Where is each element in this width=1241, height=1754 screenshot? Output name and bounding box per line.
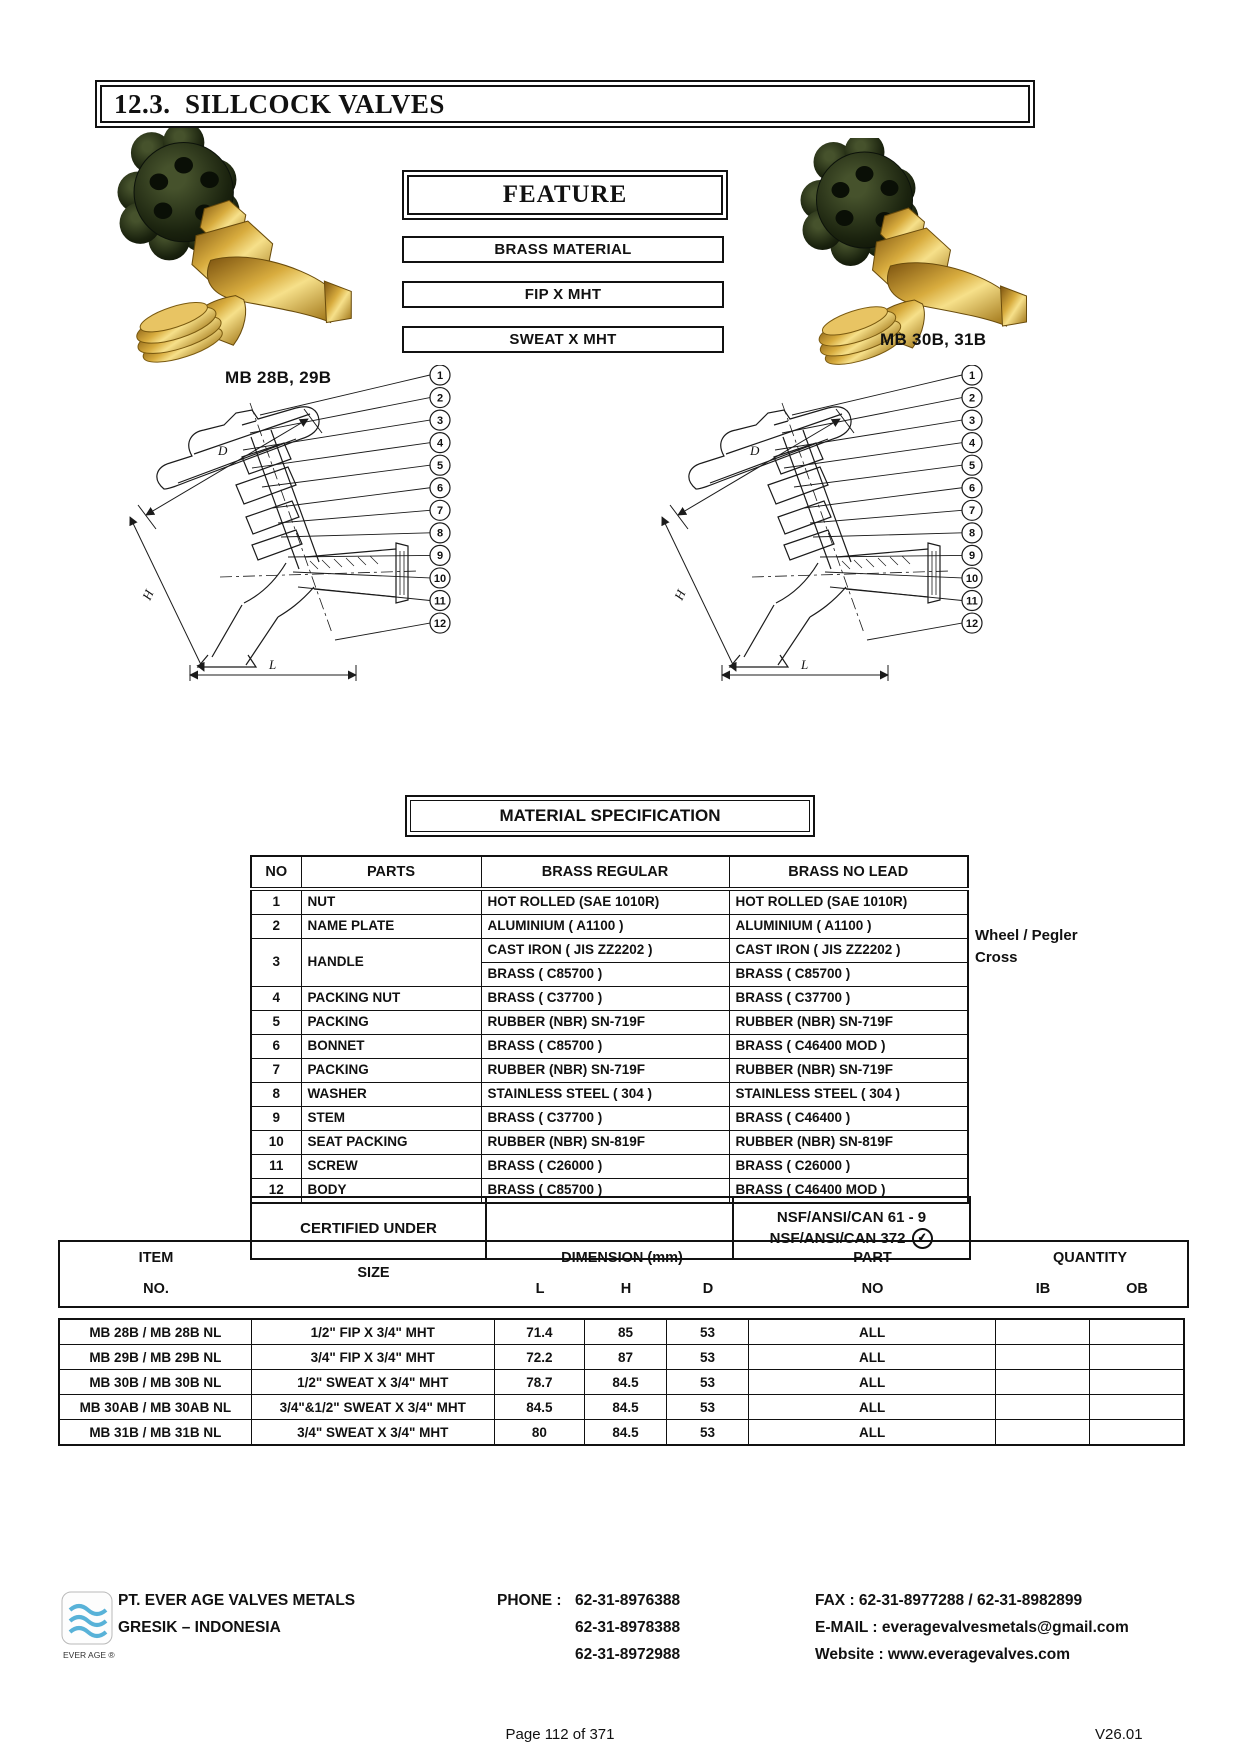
callout-number-10: 10 <box>965 572 979 585</box>
certified-check-icon: ✔ <box>911 1227 935 1251</box>
size-row <box>59 1370 1184 1395</box>
callout-number-7: 7 <box>968 505 976 518</box>
cell-no-lead: HOT ROLLED (SAE 1010R) <box>729 889 968 915</box>
size-cell-part: ALL <box>749 1345 996 1370</box>
size-row <box>59 1395 1184 1420</box>
size-cell-d: 53 <box>667 1319 749 1345</box>
size-cell-ob <box>1090 1420 1184 1446</box>
callout-number-3: 3 <box>968 414 976 427</box>
size-cell-ob <box>1090 1395 1184 1420</box>
cell-no-lead: CAST IRON ( JIS ZZ2202 ) <box>729 939 968 963</box>
size-cell-item: MB 30B / MB 30B NL <box>59 1370 251 1395</box>
col-part: PART <box>853 1250 892 1266</box>
material-row <box>251 987 968 1011</box>
company-location: GRESIK – INDONESIA <box>118 1619 281 1636</box>
size-table-header <box>58 1240 1189 1308</box>
phone-1: 62-31-8976388 <box>575 1592 681 1609</box>
cell-part: SCREW <box>301 1155 481 1179</box>
cell-no: 6 <box>251 1035 301 1059</box>
col-quantity: QUANTITY <box>1052 1250 1128 1266</box>
size-row <box>59 1420 1184 1446</box>
cell-part: BODY <box>301 1179 481 1204</box>
size-cell-h: 84.5 <box>584 1395 666 1420</box>
material-row <box>251 1083 968 1107</box>
callout-number-6: 6 <box>968 482 976 495</box>
size-cell-size: 3/4"&1/2" SWEAT X 3/4" MHT <box>251 1395 494 1420</box>
callout-number-10: 10 <box>433 572 447 585</box>
cell-part: PACKING <box>301 1011 481 1035</box>
col-ob: OB <box>1126 1281 1148 1297</box>
callout-number-4: 4 <box>436 437 444 450</box>
dim-label-l: L <box>269 657 277 672</box>
cell-no-lead: RUBBER (NBR) SN-819F <box>729 1131 968 1155</box>
size-cell-item: MB 30AB / MB 30AB NL <box>59 1395 251 1420</box>
size-cell-part: ALL <box>749 1420 996 1446</box>
certified-under-label: CERTIFIED UNDER <box>300 1219 437 1237</box>
size-cell-ib <box>996 1345 1090 1370</box>
header-no: NO <box>251 856 301 889</box>
callout-number-8: 8 <box>968 527 976 540</box>
material-spec-header-row <box>251 856 968 889</box>
callout-number-9: 9 <box>968 550 976 563</box>
dim-label-d: D <box>218 443 228 458</box>
size-cell-part: ALL <box>749 1370 996 1395</box>
phone-label: PHONE : <box>497 1592 562 1609</box>
cell-no: 8 <box>251 1083 301 1107</box>
callout-number-12: 12 <box>965 617 979 630</box>
cell-no-lead: BRASS ( C46400 MOD ) <box>729 1035 968 1059</box>
cell-no: 12 <box>251 1179 301 1204</box>
size-cell-ib <box>996 1395 1090 1420</box>
callout-number-1: 1 <box>436 369 444 382</box>
material-row <box>251 1035 968 1059</box>
product-label-right: MB 30B, 31B <box>880 330 987 349</box>
dim-label-l: L <box>801 657 809 672</box>
material-row <box>251 889 968 915</box>
dim-label-h: H <box>671 587 689 603</box>
cell-part: BONNET <box>301 1035 481 1059</box>
size-cell-ob <box>1090 1319 1184 1345</box>
cell-no-lead: ALUMINIUM ( A1100 ) <box>729 915 968 939</box>
cell-regular: BRASS ( C85700 ) <box>481 963 729 987</box>
certified-line-1: NSF/ANSI/CAN 61 - 9 <box>776 1209 927 1226</box>
cell-regular: HOT ROLLED (SAE 1010R) <box>481 889 729 915</box>
cell-part: SEAT PACKING <box>301 1131 481 1155</box>
callout-number-3: 3 <box>436 414 444 427</box>
feature-title-inner <box>407 175 723 215</box>
cell-no: 4 <box>251 987 301 1011</box>
col-l: L <box>535 1281 545 1297</box>
size-row <box>59 1319 1184 1345</box>
callout-number-5: 5 <box>968 460 976 472</box>
cell-regular: BRASS ( C26000 ) <box>481 1155 729 1179</box>
phone-2: 62-31-8978388 <box>575 1619 681 1636</box>
size-cell-h: 84.5 <box>584 1370 666 1395</box>
cell-no: 9 <box>251 1107 301 1131</box>
product-label-left: MB 28B, 29B <box>225 368 332 387</box>
certified-line-2: NSF/ANSI/CAN 372 <box>769 1230 906 1247</box>
material-row <box>251 1011 968 1035</box>
feature-item-2: SWEAT X MHT <box>402 326 724 353</box>
size-cell-d: 53 <box>667 1420 749 1446</box>
cell-regular: BRASS ( C85700 ) <box>481 1179 729 1204</box>
cell-no: 11 <box>251 1155 301 1179</box>
version-label: V26.01 <box>1095 1726 1143 1743</box>
cell-part: WASHER <box>301 1083 481 1107</box>
size-cell-part: ALL <box>749 1319 996 1345</box>
size-cell-ob <box>1090 1345 1184 1370</box>
cell-no-lead: RUBBER (NBR) SN-719F <box>729 1059 968 1083</box>
cell-no-lead: BRASS ( C37700 ) <box>729 987 968 1011</box>
material-spec-table <box>250 855 969 1204</box>
valve-diagram-left <box>100 365 460 695</box>
cell-no: 7 <box>251 1059 301 1083</box>
cell-regular: ALUMINIUM ( A1100 ) <box>481 915 729 939</box>
company-name: PT. EVER AGE VALVES METALS <box>118 1592 356 1609</box>
material-row <box>251 1107 968 1131</box>
size-cell-l: 84.5 <box>494 1395 584 1420</box>
cell-regular: BRASS ( C37700 ) <box>481 1107 729 1131</box>
callout-number-5: 5 <box>436 460 444 472</box>
col-size: SIZE <box>357 1265 390 1281</box>
company-logo <box>60 1590 116 1666</box>
size-cell-h: 84.5 <box>584 1420 666 1446</box>
feature-title: FEATURE <box>502 181 628 208</box>
size-cell-item: MB 29B / MB 29B NL <box>59 1345 251 1370</box>
size-cell-h: 87 <box>584 1345 666 1370</box>
cell-no-lead: BRASS ( C26000 ) <box>729 1155 968 1179</box>
side-note-line1: Wheel / Pegler <box>975 927 1078 944</box>
callout-number-8: 8 <box>436 527 444 540</box>
size-cell-size: 3/4" SWEAT X 3/4" MHT <box>251 1420 494 1446</box>
cell-part: NUT <box>301 889 481 915</box>
callout-number-12: 12 <box>433 617 447 630</box>
callout-number-2: 2 <box>968 392 976 405</box>
page-number: Page 112 of 371 <box>505 1726 615 1743</box>
material-row <box>251 1155 968 1179</box>
header-brass-no-lead: BRASS NO LEAD <box>729 856 968 889</box>
col-d: D <box>702 1281 714 1297</box>
handle-side-note <box>975 925 1078 969</box>
size-cell-d: 53 <box>667 1345 749 1370</box>
callout-number-6: 6 <box>436 482 444 495</box>
size-cell-l: 80 <box>494 1420 584 1446</box>
cell-no-lead: BRASS ( C85700 ) <box>729 963 968 987</box>
email-line: E-MAIL : everagevalvesmetals@gmail.com <box>815 1619 1129 1636</box>
header-brass-regular: BRASS REGULAR <box>481 856 729 889</box>
cell-part: NAME PLATE <box>301 915 481 939</box>
header-parts: PARTS <box>301 856 481 889</box>
section-title-inner-box <box>100 85 1030 123</box>
size-cell-ib <box>996 1420 1090 1446</box>
material-row <box>251 1059 968 1083</box>
callout-number-1: 1 <box>968 369 976 382</box>
feature-item-0: BRASS MATERIAL <box>402 236 724 263</box>
cell-no: 3 <box>251 939 301 987</box>
cell-no: 5 <box>251 1011 301 1035</box>
size-cell-ob <box>1090 1370 1184 1395</box>
size-cell-size: 1/2" FIP X 3/4" MHT <box>251 1319 494 1345</box>
valve-diagram-right <box>632 365 992 695</box>
size-cell-l: 71.4 <box>494 1319 584 1345</box>
cell-no-lead: STAINLESS STEEL ( 304 ) <box>729 1083 968 1107</box>
cell-regular: STAINLESS STEEL ( 304 ) <box>481 1083 729 1107</box>
page-title: 12.3. SILLCOCK VALVES <box>114 88 445 119</box>
size-cell-l: 72.2 <box>494 1345 584 1370</box>
feature-title-box <box>402 170 728 220</box>
dim-label-h: H <box>139 587 157 603</box>
cell-part: PACKING NUT <box>301 987 481 1011</box>
size-cell-size: 3/4" FIP X 3/4" MHT <box>251 1345 494 1370</box>
cell-no: 1 <box>251 889 301 915</box>
phone-3: 62-31-8972988 <box>575 1646 681 1663</box>
section-title-box <box>95 80 1035 128</box>
size-table <box>58 1318 1185 1446</box>
col-h: H <box>620 1281 632 1297</box>
size-cell-item: MB 31B / MB 31B NL <box>59 1420 251 1446</box>
col-ib: IB <box>1035 1281 1051 1297</box>
cell-part: PACKING <box>301 1059 481 1083</box>
cell-regular: RUBBER (NBR) SN-819F <box>481 1131 729 1155</box>
col-item-no: NO. <box>143 1281 169 1297</box>
cell-part: HANDLE <box>301 939 481 987</box>
callout-number-7: 7 <box>436 505 444 518</box>
size-cell-h: 85 <box>584 1319 666 1345</box>
side-note-line2: Cross <box>975 949 1018 966</box>
cell-no: 10 <box>251 1131 301 1155</box>
cell-no: 2 <box>251 915 301 939</box>
material-row <box>251 1131 968 1155</box>
callout-number-9: 9 <box>436 550 444 563</box>
cell-regular: BRASS ( C37700 ) <box>481 987 729 1011</box>
material-row <box>251 939 968 963</box>
logo-text: EVER AGE ® <box>63 1650 115 1660</box>
cell-no-lead: BRASS ( C46400 ) <box>729 1107 968 1131</box>
callout-number-4: 4 <box>968 437 976 450</box>
col-item: ITEM <box>138 1250 174 1266</box>
feature-item-list <box>402 236 724 371</box>
size-row <box>59 1345 1184 1370</box>
size-cell-ib <box>996 1370 1090 1395</box>
material-spec-title-box <box>405 795 815 837</box>
cell-regular: RUBBER (NBR) SN-719F <box>481 1059 729 1083</box>
product-photo-fip <box>88 128 358 368</box>
col-dimension: DIMENSION (mm) <box>561 1250 683 1266</box>
callout-number-11: 11 <box>966 595 978 608</box>
col-part-no: NO <box>861 1281 884 1297</box>
feature-item-1: FIP X MHT <box>402 281 724 308</box>
callout-number-11: 11 <box>434 595 446 608</box>
cell-regular: RUBBER (NBR) SN-719F <box>481 1011 729 1035</box>
callout-number-2: 2 <box>436 392 444 405</box>
cell-no-lead: RUBBER (NBR) SN-719F <box>729 1011 968 1035</box>
size-cell-d: 53 <box>667 1395 749 1420</box>
material-row <box>251 915 968 939</box>
size-cell-d: 53 <box>667 1370 749 1395</box>
cell-no-lead: BRASS ( C46400 MOD ) <box>729 1179 968 1204</box>
size-cell-l: 78.7 <box>494 1370 584 1395</box>
size-cell-ib <box>996 1319 1090 1345</box>
dim-label-d: D <box>750 443 760 458</box>
material-spec-title: MATERIAL SPECIFICATION <box>410 800 810 832</box>
fax-line: FAX : 62-31-8977288 / 62-31-8982899 <box>815 1592 1083 1609</box>
size-cell-part: ALL <box>749 1395 996 1420</box>
size-cell-size: 1/2" SWEAT X 3/4" MHT <box>251 1370 494 1395</box>
size-cell-item: MB 28B / MB 28B NL <box>59 1319 251 1345</box>
cell-part: STEM <box>301 1107 481 1131</box>
cell-regular: CAST IRON ( JIS ZZ2202 ) <box>481 939 729 963</box>
cell-regular: BRASS ( C85700 ) <box>481 1035 729 1059</box>
website-line: Website : www.everagevalves.com <box>815 1646 1071 1663</box>
